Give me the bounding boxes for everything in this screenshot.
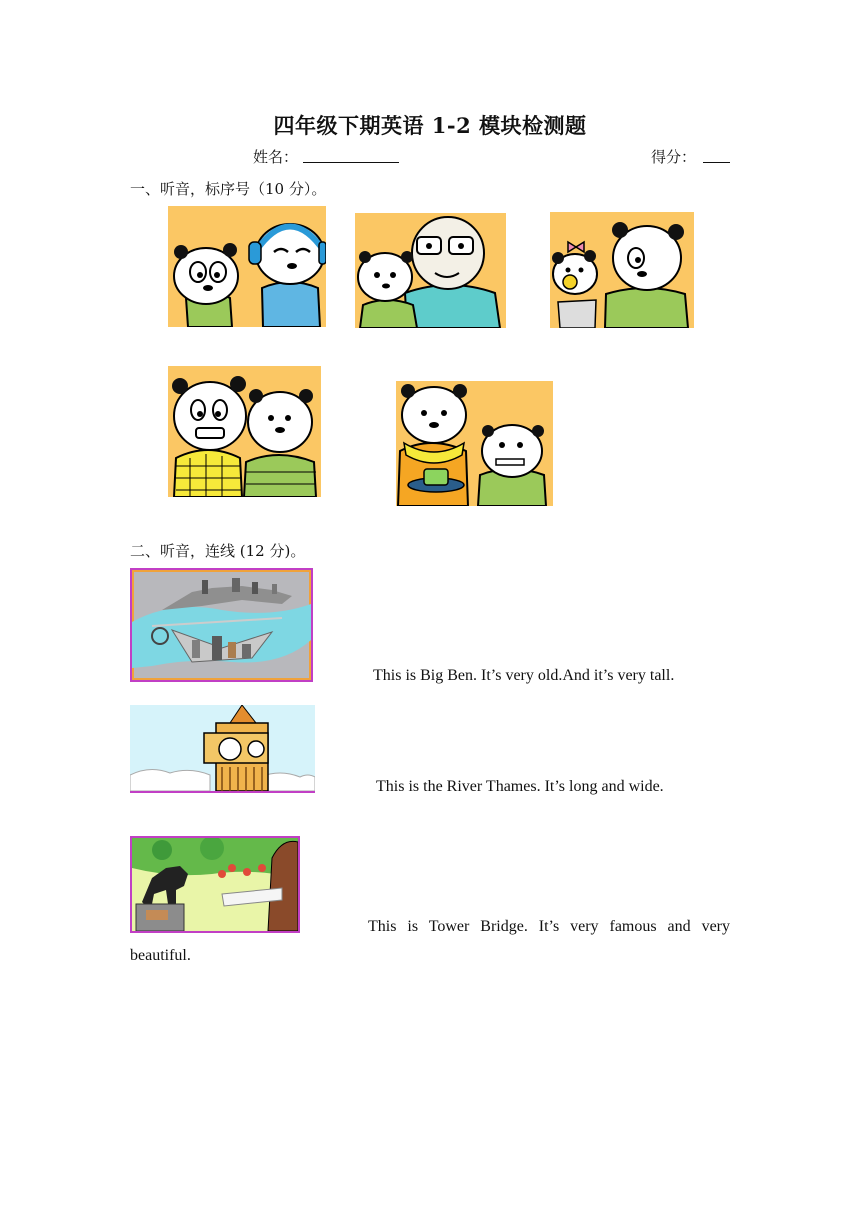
section1-heading: 一、听音，标序号（10 分）。 — [130, 180, 327, 198]
score-blank[interactable] — [703, 162, 730, 163]
city-river-icon — [130, 568, 313, 682]
section2-heading: 二、听音，连线 (12 分)。 — [130, 542, 306, 560]
panda-with-tea-icon — [396, 381, 553, 506]
name-blank[interactable] — [303, 162, 399, 163]
panda-with-grandpa-icon — [355, 213, 506, 328]
sentence-tower-bridge-continued: beautiful. — [130, 947, 191, 964]
park-statue-icon — [130, 836, 300, 933]
panda-nervous-icon — [168, 366, 321, 497]
panda-with-baby-icon — [550, 212, 694, 328]
sentence-river-thames: This is the River Thames. It’s long and wide. — [376, 778, 664, 795]
panda-with-headphones-icon — [168, 206, 326, 327]
sentence-tower-bridge: This is Tower Bridge. It’s very famous and very — [368, 918, 730, 935]
sentence-big-ben: This is Big Ben. It’s very old.And it’s very tall. — [373, 667, 675, 684]
name-label: 姓名： — [253, 148, 299, 166]
page-title: 四年级下期英语 1-2 模块检测题 — [273, 113, 587, 138]
score-label: 得分： — [651, 148, 697, 166]
big-ben-icon — [130, 705, 315, 793]
